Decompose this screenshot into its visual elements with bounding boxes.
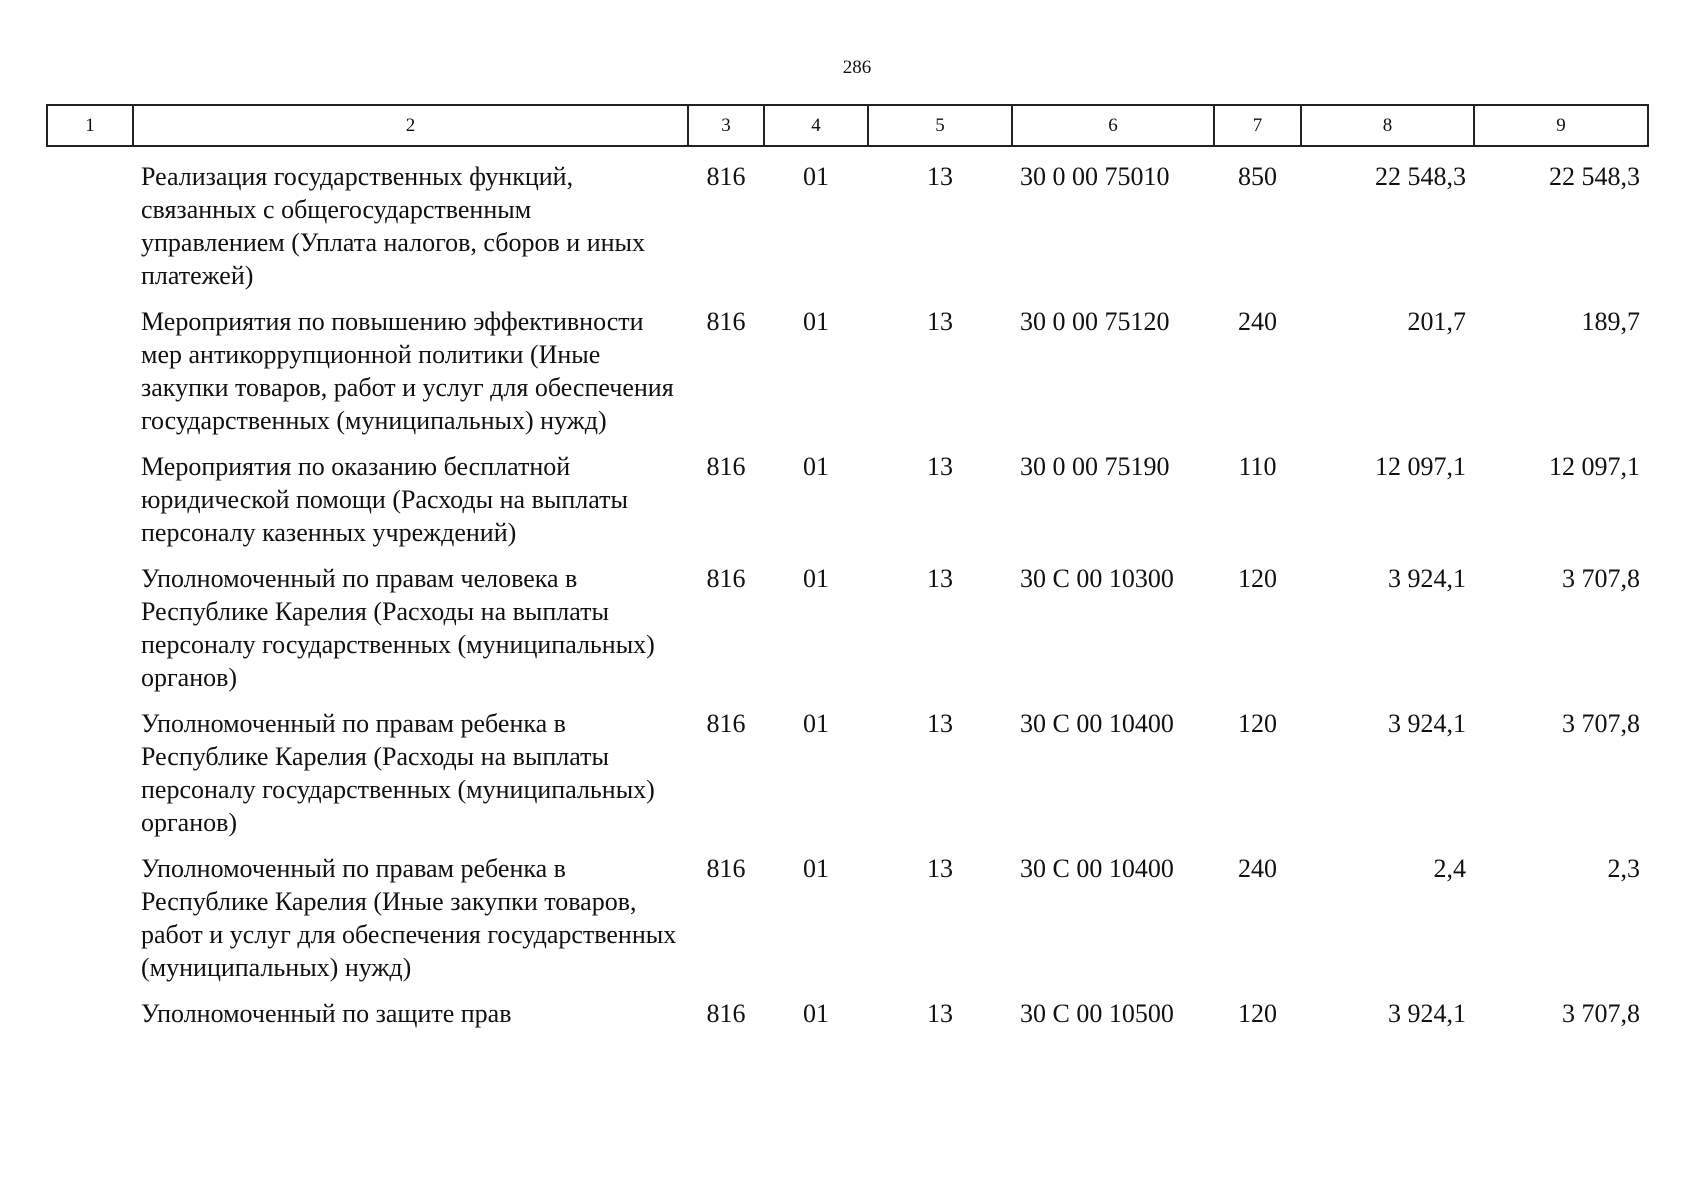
expense-name-cell: Уполномоченный по правам человека в Республике Карелия (Расходы на выплаты персоналу государственных (муниципальных) органов)	[141, 564, 655, 692]
table-row	[47, 700, 1648, 845]
column-header-6: 6	[1012, 105, 1214, 146]
subsection-code-cell: 13	[927, 307, 953, 336]
expense-type-cell: 110	[1238, 452, 1277, 481]
amount-col9-cell: 189,7	[1581, 307, 1640, 336]
row-index-cell	[47, 298, 133, 443]
row-index-cell	[47, 845, 133, 990]
column-header-5: 5	[868, 105, 1012, 146]
ministry-code-cell: 816	[706, 452, 746, 481]
subsection-code-cell: 13	[927, 162, 953, 191]
expense-name-cell: Уполномоченный по правам ребенка в Республике Карелия (Иные закупки товаров, работ и услуг для обеспечения государственных (муниципальных) нужд)	[141, 854, 677, 982]
ministry-code-cell: 816	[706, 307, 746, 336]
target-article-cell: 30 С 00 10400	[1020, 709, 1174, 738]
target-article-cell: 30 0 00 75190	[1020, 452, 1170, 481]
expense-type-cell: 120	[1238, 999, 1277, 1028]
section-code-cell: 01	[803, 999, 829, 1028]
column-header-4: 4	[764, 105, 868, 146]
expense-name-cell: Мероприятия по оказанию бесплатной юридической помощи (Расходы на выплаты персоналу казенных учреждений)	[141, 452, 628, 547]
ministry-code-cell: 816	[706, 162, 746, 191]
ministry-code-cell: 816	[706, 854, 746, 883]
subsection-code-cell: 13	[927, 854, 953, 883]
table-row	[47, 146, 1648, 298]
column-header-1: 1	[47, 105, 133, 146]
column-header-2: 2	[133, 105, 688, 146]
section-code-cell: 01	[803, 307, 829, 336]
expense-name-cell: Уполномоченный по защите прав	[141, 999, 512, 1028]
target-article-cell: 30 С 00 10300	[1020, 564, 1174, 593]
subsection-code-cell: 13	[927, 709, 953, 738]
section-code-cell: 01	[803, 162, 829, 191]
table-body	[47, 146, 1648, 1036]
expense-name-cell: Реализация государственных функций, связанных с общегосударственным управлением (Уплата налогов, сборов и иных платежей)	[141, 162, 646, 290]
amount-col8-cell: 2,4	[1433, 854, 1466, 883]
row-index-cell	[47, 443, 133, 555]
expense-name-cell: Уполномоченный по правам ребенка в Республике Карелия (Расходы на выплаты персоналу государственных (муниципальных) органов)	[141, 709, 655, 837]
row-index-cell	[47, 555, 133, 700]
table-row	[47, 298, 1648, 443]
amount-col8-cell: 12 097,1	[1375, 452, 1466, 481]
expense-type-cell: 240	[1238, 307, 1277, 336]
table-header	[47, 105, 1648, 146]
row-index-cell	[47, 146, 133, 298]
budget-table	[46, 104, 1649, 1036]
subsection-code-cell: 13	[927, 564, 953, 593]
section-code-cell: 01	[803, 854, 829, 883]
amount-col8-cell: 3 924,1	[1388, 709, 1466, 738]
amount-col8-cell: 22 548,3	[1375, 162, 1466, 191]
target-article-cell: 30 0 00 75010	[1020, 162, 1170, 191]
column-header-9: 9	[1474, 105, 1648, 146]
subsection-code-cell: 13	[927, 999, 953, 1028]
section-code-cell: 01	[803, 709, 829, 738]
header-row	[47, 105, 1648, 146]
amount-col8-cell: 3 924,1	[1388, 999, 1466, 1028]
amount-col9-cell: 22 548,3	[1549, 162, 1640, 191]
table-row	[47, 443, 1648, 555]
expense-name-cell: Мероприятия по повышению эффективности мер антикоррупционной политики (Иные закупки товаров, работ и услуг для обеспечения государственных (муниципальных) нужд)	[141, 307, 674, 435]
section-code-cell: 01	[803, 452, 829, 481]
ministry-code-cell: 816	[706, 999, 746, 1028]
table-row	[47, 990, 1648, 1036]
amount-col9-cell: 3 707,8	[1562, 709, 1640, 738]
row-index-cell	[47, 700, 133, 845]
column-header-7: 7	[1214, 105, 1301, 146]
table-row	[47, 845, 1648, 990]
row-index-cell	[47, 990, 133, 1036]
target-article-cell: 30 С 00 10400	[1020, 854, 1174, 883]
amount-col9-cell: 3 707,8	[1562, 999, 1640, 1028]
amount-col9-cell: 2,3	[1607, 854, 1640, 883]
section-code-cell: 01	[803, 564, 829, 593]
expense-type-cell: 240	[1238, 854, 1277, 883]
expense-type-cell: 120	[1238, 564, 1277, 593]
expense-type-cell: 120	[1238, 709, 1277, 738]
column-header-8: 8	[1301, 105, 1474, 146]
amount-col9-cell: 3 707,8	[1562, 564, 1640, 593]
target-article-cell: 30 С 00 10500	[1020, 999, 1174, 1028]
ministry-code-cell: 816	[706, 709, 746, 738]
amount-col9-cell: 12 097,1	[1549, 452, 1640, 481]
target-article-cell: 30 0 00 75120	[1020, 307, 1170, 336]
ministry-code-cell: 816	[706, 564, 746, 593]
amount-col8-cell: 3 924,1	[1388, 564, 1466, 593]
amount-col8-cell: 201,7	[1407, 307, 1466, 336]
column-header-3: 3	[688, 105, 764, 146]
table-row	[47, 555, 1648, 700]
page-number: 286	[842, 57, 872, 78]
expense-type-cell: 850	[1238, 162, 1277, 191]
subsection-code-cell: 13	[927, 452, 953, 481]
